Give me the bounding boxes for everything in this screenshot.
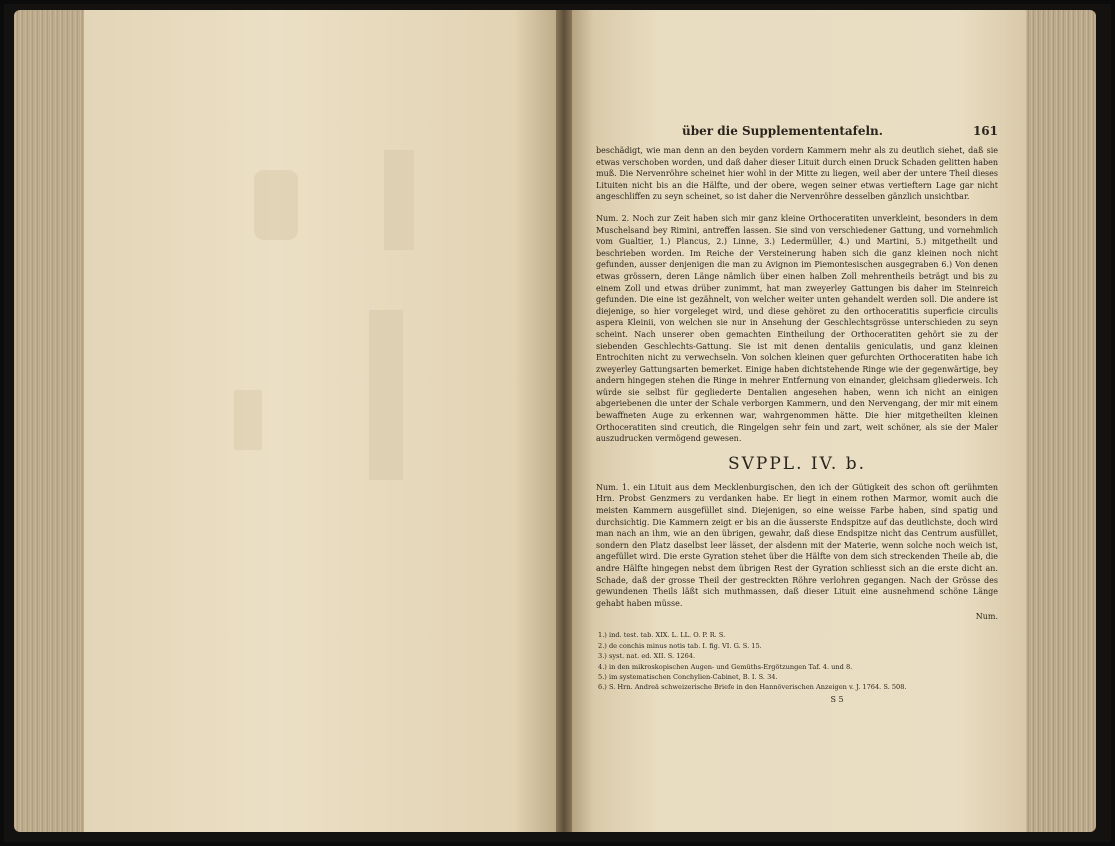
- footnote: 3.) syst. nat. ed. XII. S. 1264.: [598, 652, 696, 661]
- left-page-edges: [14, 10, 92, 832]
- paragraph: beschädigt, wie man denn an den beyden vordern Kammern mehr als zu deutlich siehet, daß sie etwas verschoben worden, und daß daher dieser Lituit durch einen Druck Schaden gelitten haben muß. Die Nervenröhre scheinet hier wohl in der Mitte zu liegen, weil aber der untere Theil dieses Lituiten nicht bis an die Hälfte, und der obere, wegen seiner etwas vertieftern Lage gar nicht angeschliffen zu seyn scheinet, so ist daher die Nervenröhre desselben gänzlich unsichtbar.: [596, 146, 998, 202]
- bleed-through-mark: [369, 310, 403, 480]
- catchword: Num.: [975, 612, 998, 622]
- footnote: 5.) im systematischen Conchylien-Cabinet, B. I. S. 34.: [598, 673, 778, 681]
- signature-mark: S 5: [830, 694, 844, 704]
- header-title: über die Supplemententafeln.: [682, 124, 883, 138]
- bleed-through-mark: [384, 150, 414, 250]
- paragraph: Num. 1. ein Lituit aus dem Mecklenburgischen, den ich der Gütigkeit des schon oft gerühmten Hrn. Probst Genzmers zu verdanken habe. Er liegt in einem rothen Marmor, womit auch die meisten Kammern ausgefüllet sind. Diejenigen, so eine weisse Farbe haben, sind spatig und durchsichtig. Die Kammern zeigt er bis an die äusserste Endspitze auf das deutlichste, doch wird man nach an ihm, wie an den übrigen, gewahr, daß diese Endspitze nicht das Centrum ausfüllet, sondern den Platz daselbst leer lässet, der alsdenn mit der Materie, wenn solche noch weich ist, angefüllet wird. Die erste Gyration stehet über die Hälfte von dem sich streckenden Theile ab, die andre Hälfte hingegen nebst dem übrigen Rest der Gyration schliesst sich an die erste dicht an. Schade, daß der grosse Theil der gestreckten Röhre verlohren gegangen. Nach der Grösse des gewundenen Theils läßt sich muthmassen, daß dieser Lituit eine ausnehmend schöne Länge gehabt haben müsse.: [596, 482, 998, 608]
- page-text: [596, 124, 998, 704]
- footnote: 4.) in den mikroskopischen Augen- und Gemüths-Ergötzungen Taf. 4. und 8.: [598, 662, 853, 671]
- running-header: [596, 124, 998, 142]
- bleed-through-mark: [254, 170, 298, 240]
- paragraph: Num. 2. Noch zur Zeit haben sich mir ganz kleine Orthoceratiten unverkleint, besonders in dem Muschelsand bey Rimini, antreffen lassen. Sie sind von verschiedener Gattung, und vornehmlich vom Gualtier, 1.) Plancus, 2.) Linne, 3.) Ledermüller, 4.) und Martini, 5.) mitgetheilt und beschrieben worden. Im Reiche der Versteinerung haben sich die ganz kleinen noch nicht gefunden, ausser denjenigen die man zu Avignon im Piemontesischen ausgegraben 6.) Von denen etwas grössern, deren Länge nämlich über einen halben Zoll mehrentheils beträgt und bis zu einem Zoll und etwas drüber zunimmt, hat man zweyerley Gattungen bis daher im Steinreich gefunden. Die eine ist gezähnelt, von welcher weiter unten gehandelt werden soll. Die andere ist diejenige, so hier vorgeleget wird, und diese gehöret zu den orthoceratitis superficie circulis aspera Kleinii, von welchen sie nur in Ansehung der Geschlechtsgrösse unterschieden zu seyn scheint. Nach unserer oben gemachten Eintheilung der Orthoceratiten gehört sie zu der siebenden Geschlechts-Gattung. Sie ist mit denen dentaliis geniculatis, und ganz kleinen Entrochiten nicht zu verwechseln. Von solchen kleinen quer gefurchten Orthoceratiten habe ich zweyerley Gattungsarten bemerket. Einige haben dichtstehende Ringe wie der gegenwärtige, bey andern hingegen stehen die Ringe in mehrer Entfernung von einander, gleichsam gliederweis. Ich würde sie selbst für gegliederte Dentalien angesehen haben, wenn ich nicht an einigen abgeriebenen die unter der Schale verborgen Kammern, und den Nervengang, der mir mit einem bewaffneten Auge zu erkennen war, wahrgenommen hätte. Die hier mitgetheilten kleinen Orthoceratiten sind creutich, die Ringelgen sehr fein und zart, weit schöner, als sie der Maler auszudrucken vermögend gewesen.: [596, 213, 998, 444]
- footnote: 1.) ind. test. tab. XIX. L. LL. O. P. R. S.: [598, 631, 726, 640]
- right-page-edges: [1020, 10, 1096, 832]
- footnote: 6.) S. Hrn. Andreä schweizerische Briefe in den Hannöverischen Anzeigen v. J. 1764. S. 508.: [598, 683, 907, 692]
- left-page: [84, 10, 562, 832]
- book-gutter: [556, 10, 572, 832]
- footnotes: [596, 630, 998, 692]
- section-heading: SVPPL. IV. b.: [727, 453, 866, 474]
- footnote: 2.) de conchis minus notis tab. I. fig. VI. G. S. 15.: [598, 641, 762, 650]
- bleed-through-mark: [234, 390, 262, 450]
- page-number: 161: [972, 124, 998, 138]
